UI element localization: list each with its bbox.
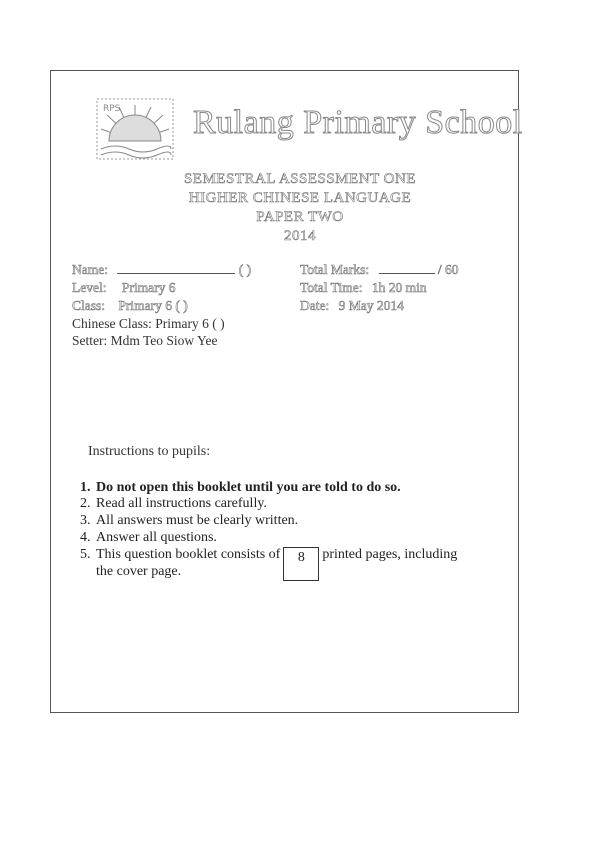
total-marks-label: Total Marks: <box>300 262 370 277</box>
instruction-3 <box>80 513 510 529</box>
name-blank[interactable] <box>117 272 235 274</box>
level-row <box>72 280 175 296</box>
level-value: Primary 6 <box>121 280 176 295</box>
instruction-text: All answers must be clearly written. <box>96 513 299 528</box>
instruction-5-continued: the cover page. <box>96 564 182 579</box>
instruction-number: 5. <box>80 547 91 562</box>
instruction-number: 1. <box>80 480 91 495</box>
name-label: Name: <box>72 262 108 277</box>
date-label: Date: <box>300 298 330 313</box>
name-row <box>72 262 251 278</box>
chinese-class-row: Chinese Class: Primary 6 ( ) <box>72 316 225 331</box>
class-label: Class: <box>72 298 106 313</box>
instructions-title: Instructions to pupils: <box>88 444 211 459</box>
instruction-text-post: printed pages, including <box>322 547 458 562</box>
total-time-label: Total Time: <box>300 280 363 295</box>
instruction-text-pre: This question booklet consists of <box>96 547 281 562</box>
page-count-box: 8 <box>283 547 319 581</box>
instruction-text: Read all instructions carefully. <box>96 496 267 511</box>
cover-page-frame <box>50 70 519 713</box>
instruction-2 <box>80 496 510 512</box>
school-name: Rulang Primary School <box>193 104 523 141</box>
school-logo-icon <box>95 97 175 161</box>
instruction-number: 4. <box>80 530 91 545</box>
class-row <box>72 298 188 314</box>
class-value: Primary 6 ( ) <box>118 298 188 313</box>
instruction-text: Answer all questions. <box>96 530 217 545</box>
instruction-number: 3. <box>80 513 91 528</box>
marks-blank[interactable] <box>379 272 435 274</box>
total-time-value: 1h 20 min <box>371 280 427 295</box>
date-row <box>300 298 404 314</box>
total-marks-row <box>300 262 459 278</box>
instruction-1 <box>80 480 510 496</box>
instruction-4 <box>80 530 510 546</box>
total-time-row <box>300 280 427 296</box>
instruction-text: Do not open this booklet until you are told to do so. <box>96 480 401 495</box>
total-marks-value: / 60 <box>437 262 459 277</box>
instruction-number: 2. <box>80 496 91 511</box>
date-value: 9 May 2014 <box>338 298 404 313</box>
svg-text:RPS: RPS <box>103 104 121 114</box>
heading-line-2: HIGHER CHINESE LANGUAGE <box>188 190 412 206</box>
heading-line-1: SEMESTRAL ASSESSMENT ONE <box>183 171 417 187</box>
name-register-number: ( ) <box>238 262 252 277</box>
heading-year: 2014 <box>284 228 316 244</box>
heading-line-3: PAPER TWO <box>256 209 344 225</box>
level-label: Level: <box>72 280 107 295</box>
setter-row: Setter: Mdm Teo Siow Yee <box>72 333 218 348</box>
